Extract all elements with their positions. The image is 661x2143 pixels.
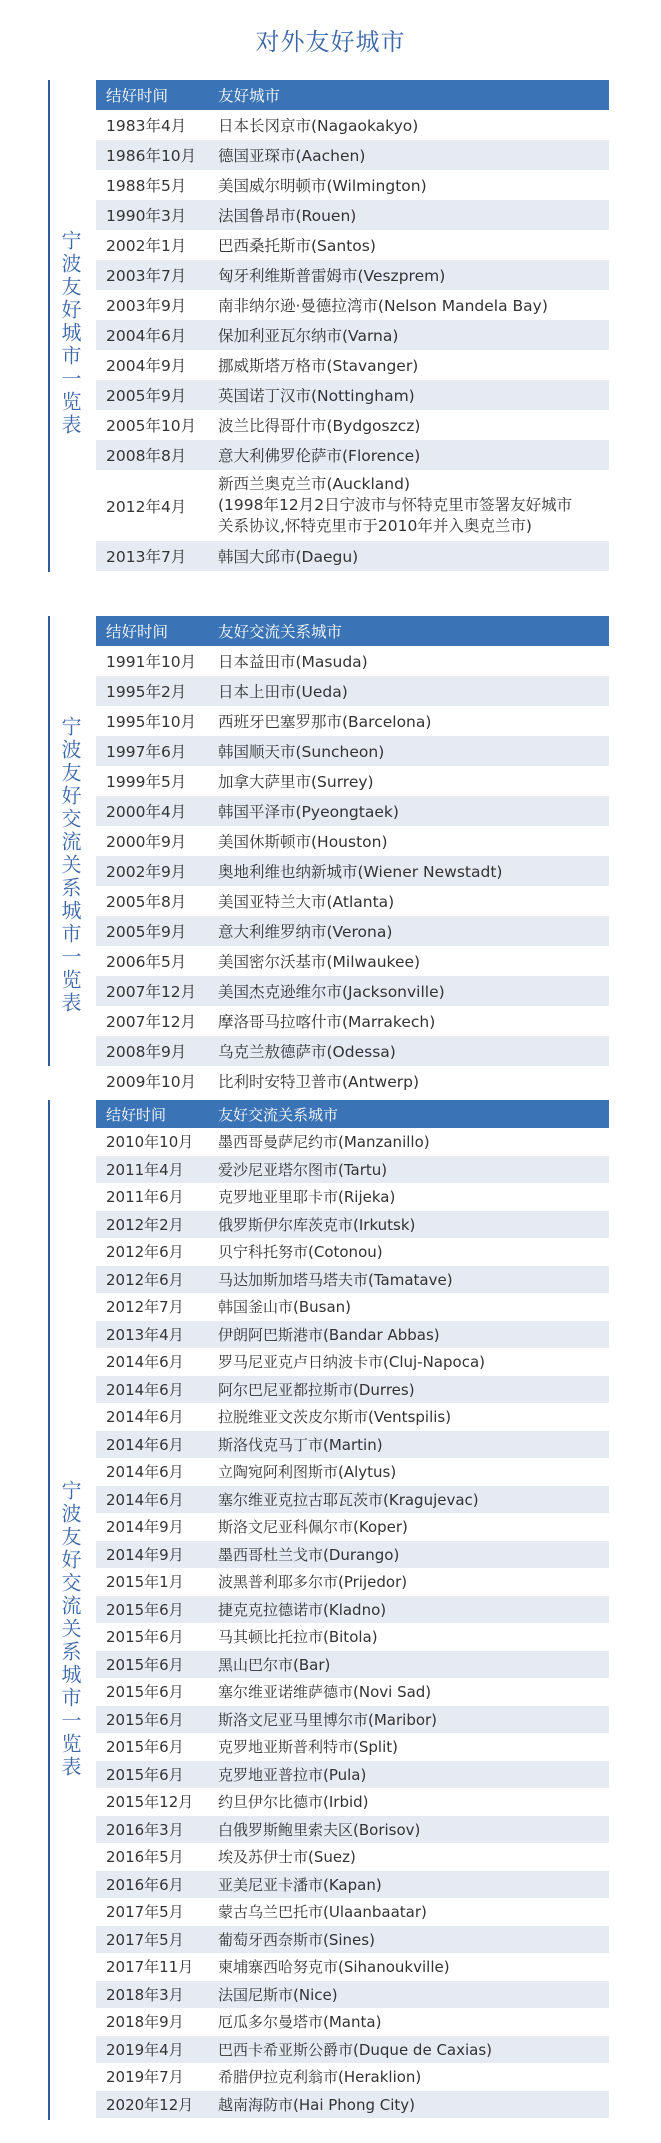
header-date: 结好时间: [96, 80, 208, 110]
date-cell: 2015年1月: [106, 1573, 184, 1592]
exchange-cities-table: [96, 616, 609, 1096]
city-cell: 德国亚琛市(Aachen): [208, 140, 609, 170]
table-row: [96, 946, 609, 976]
city-cell: 英国诺丁汉市(Nottingham): [208, 380, 609, 410]
city-cell: 美国亚特兰大市(Atlanta): [218, 893, 395, 911]
table-row: [96, 1066, 609, 1096]
city-cell: 韩国大邱市(Daegu): [208, 541, 609, 571]
city-cell: 法国尼斯市(Nice): [208, 1981, 609, 2009]
date-cell: 2017年11月: [106, 1958, 194, 1977]
table-row: [96, 1926, 609, 1954]
date-cell: 2012年6月: [106, 1243, 184, 1262]
city-cell: 美国杰克逊维尔市(Jacksonville): [208, 976, 609, 1006]
city-cell: 波兰比得哥什市(Bydgoszcz): [218, 417, 421, 435]
table-row: [96, 1733, 609, 1761]
date-cell: 2010年10月: [106, 1133, 194, 1152]
date-cell: 2014年6月: [96, 1376, 208, 1404]
table-row: [96, 260, 609, 290]
table-row: [96, 1128, 609, 1156]
exchange-cities-section-2: [0, 1100, 661, 2120]
date-cell: 1988年5月: [106, 177, 187, 195]
city-cell: 捷克克拉德诺市(Kladno): [208, 1596, 609, 1624]
friendship-cities-table: [96, 80, 609, 571]
date-cell: 2018年3月: [96, 1981, 208, 2009]
date-cell: 2019年4月: [96, 2036, 208, 2064]
city-cell: 意大利维罗纳市(Verona): [208, 916, 609, 946]
city-cell: 白俄罗斯鲍里索夫区(Borisov): [208, 1816, 609, 1844]
table-row: [96, 1678, 609, 1706]
table-row: [96, 1706, 609, 1734]
table-row: [96, 1981, 609, 2009]
table-row: [96, 2091, 609, 2119]
table-row: [96, 1431, 609, 1459]
city-cell: 巴西桑托斯市(Santos): [218, 237, 376, 255]
date-cell: 2015年6月: [96, 1651, 208, 1679]
table-row: [96, 1816, 609, 1844]
city-cell: 斯洛文尼亚马里博尔市(Maribor): [208, 1706, 609, 1734]
city-cell: 墨西哥杜兰戈市(Durango): [208, 1541, 609, 1569]
table-row: [96, 1486, 609, 1514]
date-cell: 2005年9月: [96, 916, 208, 946]
date-cell: 2011年6月: [106, 1188, 184, 1207]
header-city: 友好交流关系城市: [208, 616, 609, 646]
city-cell: 克罗地亚斯普利特市(Split): [218, 1738, 398, 1757]
table-row: [96, 1156, 609, 1184]
city-cell: 俄罗斯伊尔库茨克市(Irkutsk): [208, 1211, 609, 1239]
city-cell: 斯洛伐克马丁市(Martin): [208, 1431, 609, 1459]
city-cell: [208, 470, 609, 541]
date-cell: 2000年9月: [106, 833, 187, 851]
table-header-row: [96, 80, 609, 110]
date-cell: 2015年6月: [106, 1738, 184, 1757]
page-title: 对外友好城市: [255, 28, 406, 56]
city-note-line: 关系协议,怀特克里市于2010年并入奥克兰市): [218, 517, 532, 535]
city-cell: 黑山巴尔市(Bar): [208, 1651, 609, 1679]
table-row: [96, 2036, 609, 2064]
city-cell: 阿尔巴尼亚都拉斯市(Durres): [208, 1376, 609, 1404]
date-cell: 2005年10月: [106, 417, 197, 435]
city-cell: 希腊伊拉克利翁市(Heraklion): [218, 2068, 422, 2087]
date-cell: 1990年3月: [96, 200, 208, 230]
table-row: [96, 826, 609, 856]
table-row: [96, 541, 609, 571]
city-cell: 保加利亚瓦尔纳市(Varna): [208, 320, 609, 350]
city-cell: 日本益田市(Masuda): [218, 653, 368, 671]
table-row: [96, 796, 609, 826]
city-cell: 斯洛文尼亚科佩尔市(Koper): [218, 1518, 408, 1537]
date-cell: 2015年6月: [96, 1706, 208, 1734]
date-cell: 2015年6月: [106, 1683, 184, 1702]
table-row: [96, 1568, 609, 1596]
city-cell: 厄瓜多尔曼塔市(Manta): [218, 2013, 382, 2032]
date-cell: 1986年10月: [96, 140, 208, 170]
table-row: [96, 1871, 609, 1899]
date-cell: 2007年12月: [106, 1013, 197, 1031]
friendship-cities-section: [0, 80, 661, 572]
city-cell: 塞尔维亚诺维萨德市(Novi Sad): [218, 1683, 432, 1702]
city-cell: 乌克兰敖德萨市(Odessa): [208, 1036, 609, 1066]
city-cell: 越南海防市(Hai Phong City): [208, 2091, 609, 2119]
date-cell: 2000年4月: [96, 796, 208, 826]
table-row: [96, 1211, 609, 1239]
table-row: [96, 886, 609, 916]
city-cell: 约旦伊尔比德市(Irbid): [218, 1793, 369, 1812]
date-cell: 2005年9月: [96, 380, 208, 410]
table-row: [96, 1953, 609, 1981]
table-row: [96, 1623, 609, 1651]
table-row: [96, 766, 609, 796]
table-row: [96, 646, 609, 676]
city-cell: 巴西卡希亚斯公爵市(Duque de Caxias): [208, 2036, 609, 2064]
table-row: [96, 2063, 609, 2091]
table-row: [96, 1458, 609, 1486]
section-label: 宁波友好交流关系城市一览表: [58, 716, 82, 1015]
city-cell: 葡萄牙西奈斯市(Sines): [208, 1926, 609, 1954]
date-cell: 2012年6月: [96, 1266, 208, 1294]
table-row: [96, 1541, 609, 1569]
city-cell: 爱沙尼亚塔尔图市(Tartu): [208, 1156, 609, 1184]
table-row: [96, 736, 609, 766]
city-cell: 马达加斯加塔马塔夫市(Tamatave): [208, 1266, 609, 1294]
date-cell: 2014年6月: [106, 1408, 184, 1427]
table-row: [96, 1843, 609, 1871]
city-cell: 美国威尔明顿市(Wilmington): [218, 177, 427, 195]
date-cell: 2014年6月: [106, 1353, 184, 1372]
city-cell: 韩国釜山市(Busan): [218, 1298, 352, 1317]
header-city: 友好城市: [208, 80, 609, 110]
city-cell: 韩国顺天市(Suncheon): [208, 736, 609, 766]
city-cell: 挪威斯塔万格市(Stavanger): [218, 357, 419, 375]
date-cell: 2019年7月: [106, 2068, 184, 2087]
city-cell: 美国休斯顿市(Houston): [218, 833, 388, 851]
date-cell: 2017年5月: [96, 1926, 208, 1954]
date-cell: 2003年7月: [96, 260, 208, 290]
table-row: [96, 1036, 609, 1066]
date-cell: 2014年6月: [96, 1486, 208, 1514]
city-cell: 韩国平泽市(Pyeongtaek): [208, 796, 609, 826]
section-divider-line: [48, 80, 50, 572]
date-cell: 1999年5月: [106, 773, 187, 791]
date-cell: 2012年2月: [96, 1211, 208, 1239]
table-row: [96, 380, 609, 410]
city-cell: 南非纳尔逊·曼德拉湾市(Nelson Mandela Bay): [218, 297, 548, 315]
city-note-line: (1998年12月2日宁波市与怀特克里市签署友好城市: [218, 496, 573, 514]
table-row: [96, 1321, 609, 1349]
table-row: [96, 1596, 609, 1624]
date-cell: 2018年9月: [106, 2013, 184, 2032]
date-cell: 2016年3月: [96, 1816, 208, 1844]
date-cell: 2006年5月: [106, 953, 187, 971]
city-cell: 蒙古乌兰巴托市(Ulaanbaatar): [218, 1903, 427, 1922]
table-row: [96, 1266, 609, 1294]
date-cell: 2007年12月: [96, 976, 208, 1006]
date-cell: 2014年9月: [96, 1541, 208, 1569]
date-cell: 2004年9月: [106, 357, 187, 375]
section-divider-line: [48, 1100, 50, 2120]
city-cell: 克罗地亚里耶卡市(Rijeka): [218, 1188, 396, 1207]
date-cell: 2015年6月: [106, 1628, 184, 1647]
section-label: 宁波友好城市一览表: [58, 230, 82, 437]
city-cell: 美国密尔沃基市(Milwaukee): [218, 953, 421, 971]
section-divider-line: [48, 616, 50, 1066]
table-row: [96, 1761, 609, 1789]
date-cell: 2015年12月: [106, 1793, 194, 1812]
date-cell: 2005年8月: [106, 893, 187, 911]
table-row: [96, 1513, 609, 1541]
city-cell: 加拿大萨里市(Surrey): [218, 773, 374, 791]
city-cell: 匈牙利维斯普雷姆市(Veszprem): [208, 260, 609, 290]
date-cell: 2002年9月: [96, 856, 208, 886]
date-cell: 2002年1月: [106, 237, 187, 255]
table-row: [96, 290, 609, 320]
table-row: [96, 230, 609, 260]
exchange-cities-section-1: [0, 616, 661, 1091]
table-row: [96, 976, 609, 1006]
date-cell: 2016年5月: [106, 1848, 184, 1867]
table-row: [96, 140, 609, 170]
date-cell: 2009年10月: [106, 1073, 197, 1091]
table-row: [96, 200, 609, 230]
table-row: [96, 170, 609, 200]
city-cell: 墨西哥曼萨尼约市(Manzanillo): [218, 1133, 430, 1152]
date-cell: 2012年7月: [106, 1298, 184, 1317]
table-row: [96, 1403, 609, 1431]
date-cell: 1997年6月: [96, 736, 208, 766]
header-date: 结好时间: [96, 616, 208, 646]
city-cell: 奥地利维也纳新城市(Wiener Newstadt): [208, 856, 609, 886]
table-row: [96, 856, 609, 886]
date-cell: 2020年12月: [96, 2091, 208, 2119]
date-cell: 2014年6月: [106, 1463, 184, 1482]
date-cell: 2013年4月: [96, 1321, 208, 1349]
date-cell: 2015年6月: [96, 1761, 208, 1789]
city-cell: 罗马尼亚克卢日纳波卡市(Cluj-Napoca): [218, 1353, 485, 1372]
table-row: [96, 1183, 609, 1211]
section-label: 宁波友好交流关系城市一览表: [58, 1480, 82, 1779]
city-cell: 拉脱维亚文茨皮尔斯市(Ventspilis): [218, 1408, 452, 1427]
table-row: [96, 1293, 609, 1321]
table-row: [96, 1348, 609, 1376]
table-row: [96, 1788, 609, 1816]
exchange-cities-table: [96, 1100, 609, 2118]
city-cell: 波黑普利耶多尔市(Prijedor): [218, 1573, 408, 1592]
date-cell: 2016年6月: [96, 1871, 208, 1899]
date-cell: 1991年10月: [106, 653, 197, 671]
table-row: [96, 1651, 609, 1679]
city-cell: 摩洛哥马拉喀什市(Marrakech): [218, 1013, 436, 1031]
table-row: [96, 320, 609, 350]
date-cell: 2008年9月: [96, 1036, 208, 1066]
table-row: [96, 350, 609, 380]
city-name: 新西兰奥克兰市(Auckland): [218, 475, 410, 493]
city-cell: 比利时安特卫普市(Antwerp): [218, 1073, 420, 1091]
header-date: 结好时间: [96, 1100, 208, 1128]
city-cell: 日本长冈京市(Nagaokakyo): [218, 117, 419, 135]
city-cell: 塞尔维亚克拉古耶瓦茨市(Kragujevac): [208, 1486, 609, 1514]
city-cell: 马其顿比托拉市(Bitola): [218, 1628, 378, 1647]
table-header-row: [96, 1100, 609, 1128]
city-cell: 克罗地亚普拉市(Pula): [208, 1761, 609, 1789]
date-cell: 2012年4月: [106, 497, 187, 516]
city-cell: 日本上田市(Ueda): [208, 676, 609, 706]
table-header-row: [96, 616, 609, 646]
city-cell: 意大利佛罗伦萨市(Florence): [208, 440, 609, 470]
city-cell: 西班牙巴塞罗那市(Barcelona): [218, 713, 432, 731]
table-row: [96, 440, 609, 470]
date-cell: 2004年6月: [96, 320, 208, 350]
table-row: [96, 470, 609, 541]
table-row: [96, 1376, 609, 1404]
date-cell: 2013年7月: [96, 541, 208, 571]
city-cell: 法国鲁昂市(Rouen): [208, 200, 609, 230]
city-cell: 伊朗阿巴斯港市(Bandar Abbas): [208, 1321, 609, 1349]
date-cell: 2003年9月: [106, 297, 187, 315]
table-row: [96, 410, 609, 440]
date-cell: 1983年4月: [106, 117, 187, 135]
city-cell: 柬埔寨西哈努克市(Sihanoukville): [218, 1958, 450, 1977]
table-row: [96, 110, 609, 140]
date-cell: 2008年8月: [96, 440, 208, 470]
date-cell: 2014年9月: [106, 1518, 184, 1537]
table-row: [96, 706, 609, 736]
table-row: [96, 676, 609, 706]
date-cell: 1995年2月: [96, 676, 208, 706]
date-cell: 1995年10月: [106, 713, 197, 731]
date-cell: 2015年6月: [96, 1596, 208, 1624]
table-row: [96, 916, 609, 946]
date-cell: 2014年6月: [96, 1431, 208, 1459]
city-cell: 立陶宛阿利图斯市(Alytus): [218, 1463, 397, 1482]
city-cell: 贝宁科托努市(Cotonou): [218, 1243, 383, 1262]
table-row: [96, 1006, 609, 1036]
table-row: [96, 2008, 609, 2036]
date-cell: 2011年4月: [96, 1156, 208, 1184]
city-cell: 埃及苏伊士市(Suez): [218, 1848, 356, 1867]
header-city: 友好交流关系城市: [208, 1100, 609, 1128]
table-row: [96, 1238, 609, 1266]
date-cell: 2017年5月: [106, 1903, 184, 1922]
table-row: [96, 1898, 609, 1926]
city-cell: 亚美尼亚卡潘市(Kapan): [208, 1871, 609, 1899]
